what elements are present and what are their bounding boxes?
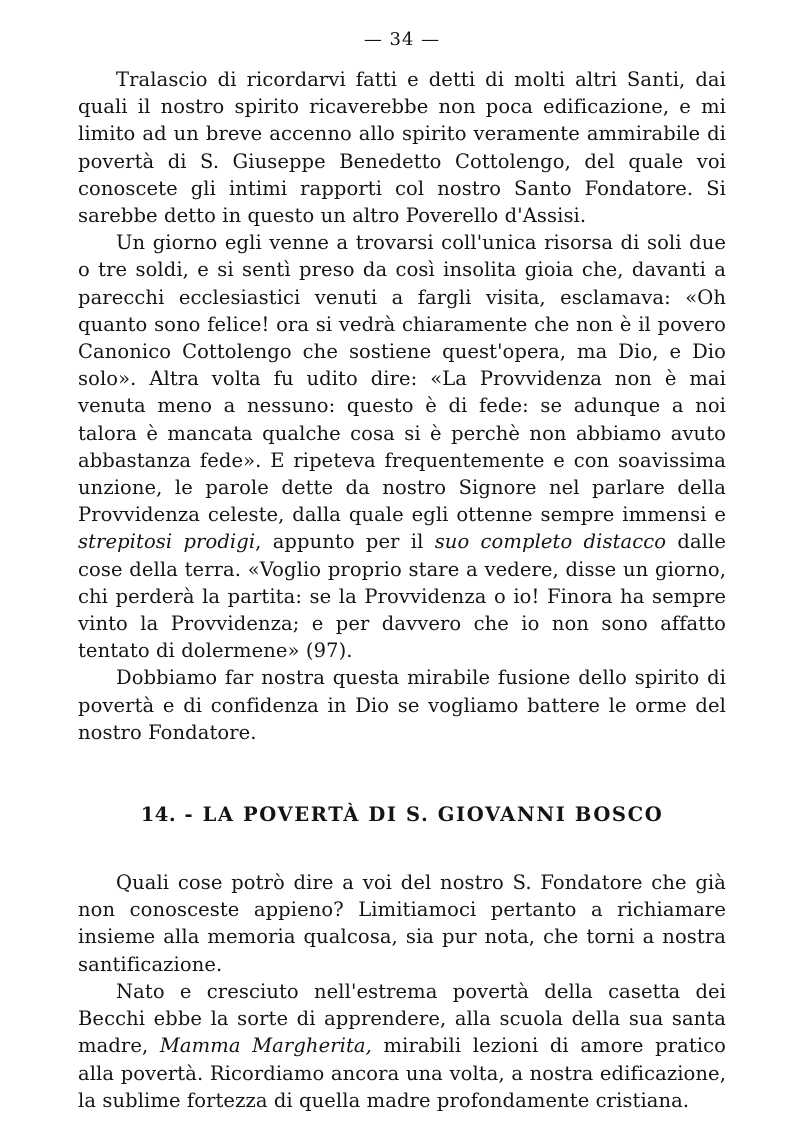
italic-phrase-distacco: suo completo distacco	[434, 530, 667, 554]
page-number: — 34 —	[363, 29, 441, 50]
italic-phrase-mamma-margherita: Mamma Margherita,	[159, 1034, 372, 1058]
paragraph-2-text-b: , appunto per il	[255, 530, 424, 554]
section-heading-dash: -	[184, 803, 195, 827]
paragraph-5	[78, 978, 726, 1114]
section-heading-title: LA POVERTÀ DI S. GIOVANNI BOSCO	[202, 803, 664, 827]
section-heading	[78, 801, 726, 829]
paragraph-1: Tralascio di ricordarvi fatti e detti di molti altri Santi, dai quali il nostro spirito ricaverebbe non poca edificazione, e mi limito ad un breve accenno allo spirito veramente ammirabile di povertà di S. Giuseppe Benedetto Cottolengo, del quale voi conoscete gli intimi rapporti col nostro Santo Fondatore. Si sarebbe detto in questo un altro Poverello d'Assisi.	[78, 68, 726, 228]
italic-phrase-prodigi: strepitosi prodigi	[78, 530, 256, 554]
paragraph-5-text-b: mirabili lezioni di amore pratico alla povertà. Ricordiamo ancora una volta, a nostra edificazione, la sublime fortezza di quella madre profondamente cristiana.	[78, 1034, 726, 1112]
section-heading-number: 14.	[140, 803, 177, 827]
document-page	[78, 26, 726, 1114]
paragraph-3: Dobbiamo far nostra questa mirabile fusione dello spirito di povertà e di confidenza in Dio se vogliamo battere le orme del nostro Fondatore.	[78, 666, 726, 744]
paragraph-5-text-a: Nato e cresciuto nell'estrema povertà della casetta dei Becchi ebbe la sorte di apprendere, alla scuola della sua santa madre,	[78, 979, 726, 1058]
paragraph-4: Quali cose potrò dire a voi del nostro S. Fondatore che già non conosceste appieno? Limitiamoci pertanto a richiamare insieme alla memoria qualcosa, sia pur nota, che torni a nostra santificazione.	[78, 871, 726, 976]
section-cottolengo	[78, 66, 726, 746]
section-don-bosco	[78, 869, 726, 1114]
paragraph-2-text-c: dalle cose della terra. «Voglio proprio stare a vedere, disse un giorno, chi perderà la partita: se la Provvidenza o io! Finora ha sempre vinto la Provvidenza; e per davvero che io non sono affatto tentato di dolermene» (97).	[78, 530, 726, 663]
paragraph-2	[78, 229, 726, 664]
paragraph-2-text-a: Un giorno egli venne a trovarsi coll'unica risorsa di soli due o tre soldi, e si sentì preso da così insolita gioia che, davanti a parecchi ecclesiastici venuti a fargli visita, esclamava: «Oh quanto sono felice! ora si vedrà chiaramente che non è il povero Canonico Cottolengo che sostiene quest'opera, ma Dio, e Dio solo». Altra volta fu udito dire: «La Provvidenza non è mai venuta meno a nessuno: questo è di fede: se adunque a noi talora è mancata qualche cosa si è perchè non abbiamo avuto abbastanza fede». E ripeteva frequentemente e con soavissima unzione, le parole dette da nostro Signore nel parlare della Provvidenza celeste, dalla quale egli ottenne sempre immensi e	[78, 231, 726, 527]
